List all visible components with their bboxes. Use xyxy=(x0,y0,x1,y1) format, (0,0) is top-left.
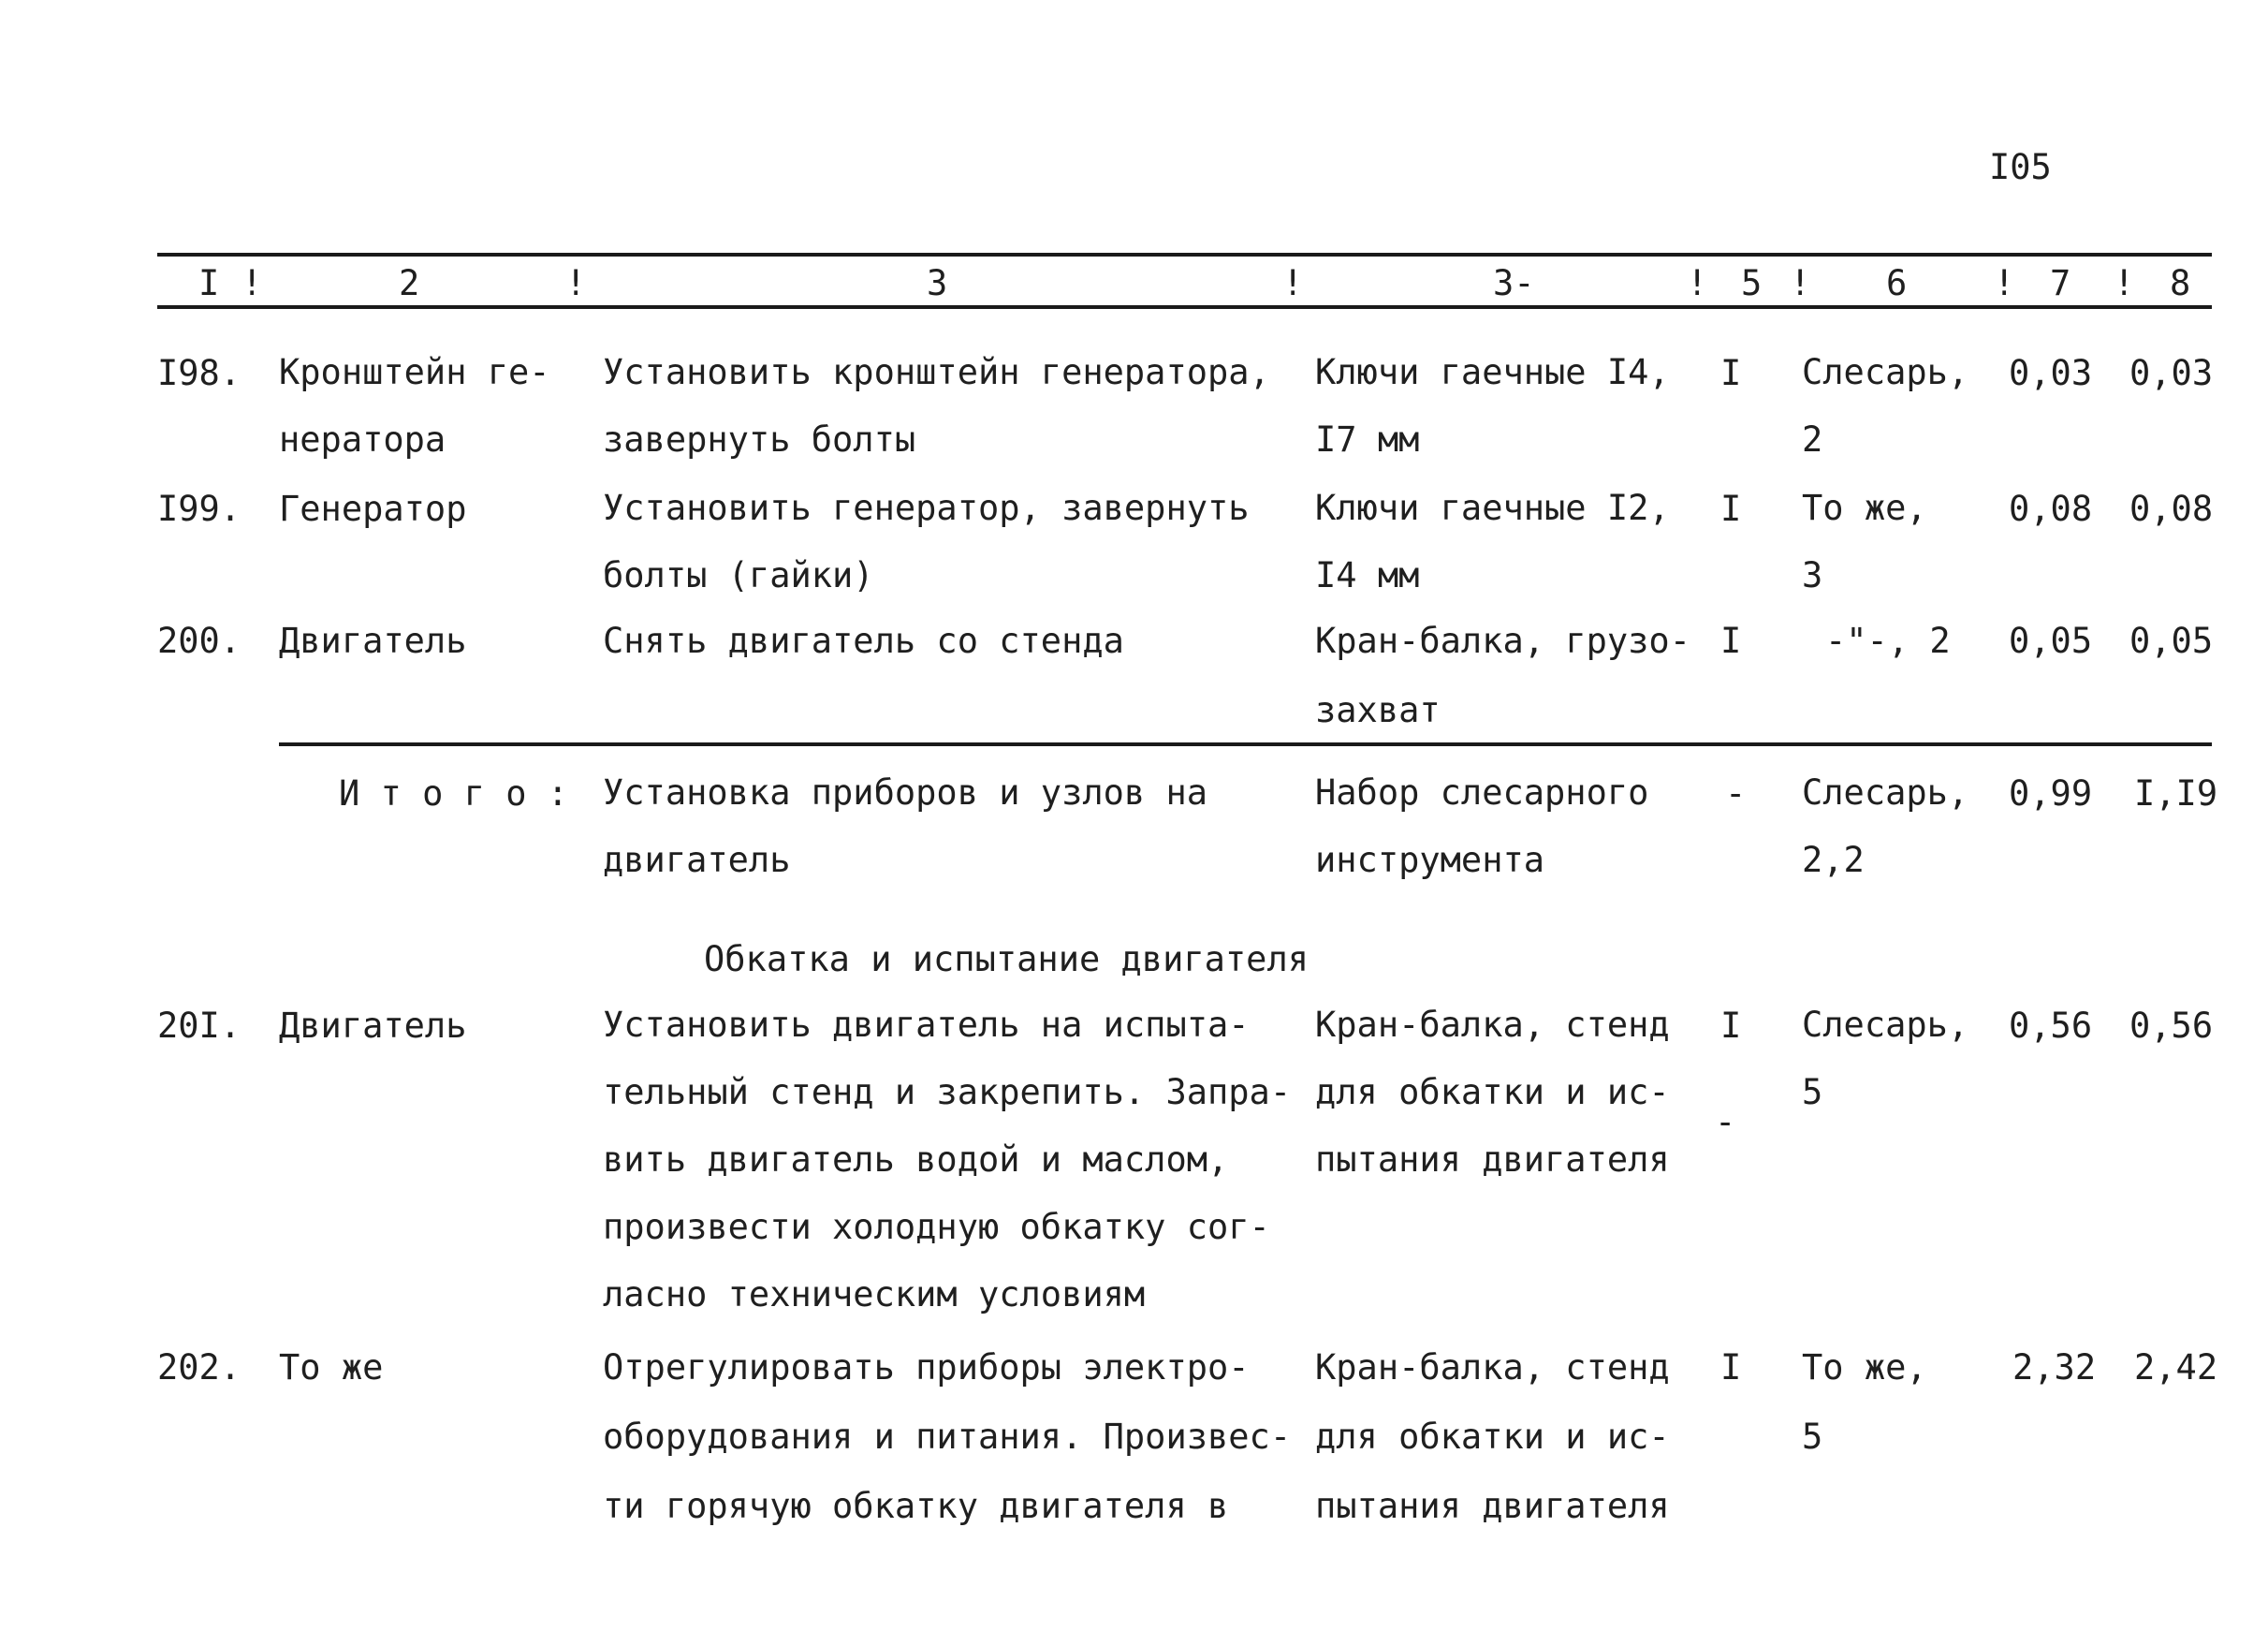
section-title: Обкатка и испытание двигателя xyxy=(704,939,1310,979)
total-label: И т о г о : xyxy=(339,773,569,814)
header-col8: 8 xyxy=(2170,263,2191,303)
row-number: 202. xyxy=(157,1347,241,1388)
header-col4: 3- xyxy=(1493,263,1535,303)
row-item: Генератор xyxy=(279,489,467,529)
row-col7: 2,32 xyxy=(2012,1347,2097,1388)
total-worker: Слесарь, 2,2 xyxy=(1802,772,1969,880)
header-col7: 7 xyxy=(2050,263,2071,303)
row-col5: I xyxy=(1720,621,1742,661)
page-number: I05 xyxy=(1989,147,2052,187)
total-rule xyxy=(279,742,2212,746)
header-col6: 6 xyxy=(1886,263,1908,303)
row-worker: То же, 3 xyxy=(1802,488,1927,595)
header-separator: ! xyxy=(2114,263,2135,303)
total-tools: Набор слесарного инструмента xyxy=(1315,772,1649,880)
row-col8: 0,03 xyxy=(2129,353,2214,393)
header-col1: I xyxy=(198,263,220,303)
row-col5: I xyxy=(1720,489,1742,529)
row-item: То же xyxy=(279,1347,384,1388)
row-tools: Ключи гаечные I2, I4 мм xyxy=(1315,488,1670,595)
row-item: Кронштейн ге- нератора xyxy=(279,352,550,460)
header-col5: 5 xyxy=(1741,263,1763,303)
header-separator: ! xyxy=(1687,263,1708,303)
row-operation: Установить кронштейн генератора, завернуть болты xyxy=(603,352,1270,460)
row-col5-mark: - xyxy=(1715,1102,1736,1142)
row-operation: Отрегулировать приборы электро- оборудования и питания. Произвес- ти горячую обкатку двигателя в xyxy=(603,1347,1292,1526)
row-col8: 0,05 xyxy=(2129,621,2214,661)
header-separator: ! xyxy=(1282,263,1304,303)
row-number: I99. xyxy=(157,489,241,529)
row-col5: I xyxy=(1720,353,1742,393)
row-tools: Кран-балка, стенд для обкатки и ис- пытания двигателя xyxy=(1315,1005,1670,1180)
row-operation: Снять двигатель со стенда xyxy=(603,621,1124,661)
total-col8: I,I9 xyxy=(2134,773,2218,814)
row-col7: 0,08 xyxy=(2009,489,2093,529)
row-number: I98. xyxy=(157,353,241,393)
row-item: Двигатель xyxy=(279,1006,467,1046)
header-bottom-rule xyxy=(157,305,2212,309)
row-col8: 0,08 xyxy=(2129,489,2214,529)
row-worker: Слесарь, 5 xyxy=(1802,1005,1969,1112)
row-operation: Установить генератор, завернуть болты (гайки) xyxy=(603,488,1250,595)
row-col8: 2,42 xyxy=(2134,1347,2218,1388)
row-operation: Установить двигатель на испыта- тельный стенд и закрепить. Запра- вить двигатель водой и маслом, произвести холодную обкатку сог- ласно техническим условиям xyxy=(603,1005,1292,1315)
row-number: 20I. xyxy=(157,1006,241,1046)
row-col7: 0,03 xyxy=(2009,353,2093,393)
total-col5: - xyxy=(1725,773,1747,814)
row-col5: I xyxy=(1720,1006,1742,1046)
row-worker: Слесарь, 2 xyxy=(1802,352,1969,460)
header-col2: 2 xyxy=(399,263,420,303)
row-number: 200. xyxy=(157,621,241,661)
row-tools: Кран-балка, стенд для обкатки и ис- пытания двигателя xyxy=(1315,1347,1670,1526)
row-tools: Ключи гаечные I4, I7 мм xyxy=(1315,352,1670,460)
header-separator: ! xyxy=(1790,263,1811,303)
row-worker: То же, 5 xyxy=(1802,1347,1927,1457)
header-separator: ! xyxy=(241,263,263,303)
header-col3: 3 xyxy=(927,263,948,303)
row-item: Двигатель xyxy=(279,621,467,661)
total-col7: 0,99 xyxy=(2009,773,2093,814)
header-separator: ! xyxy=(1994,263,2015,303)
header-top-rule xyxy=(157,253,2212,257)
row-col7: 0,05 xyxy=(2009,621,2093,661)
row-col7: 0,56 xyxy=(2009,1006,2093,1046)
row-tools: Кран-балка, грузо- захват xyxy=(1315,621,1690,730)
row-worker: -"-, 2 xyxy=(1825,621,1951,661)
row-col5: I xyxy=(1720,1347,1742,1388)
total-operation: Установка приборов и узлов на двигатель xyxy=(603,772,1208,880)
header-separator: ! xyxy=(565,263,587,303)
row-col8: 0,56 xyxy=(2129,1006,2214,1046)
